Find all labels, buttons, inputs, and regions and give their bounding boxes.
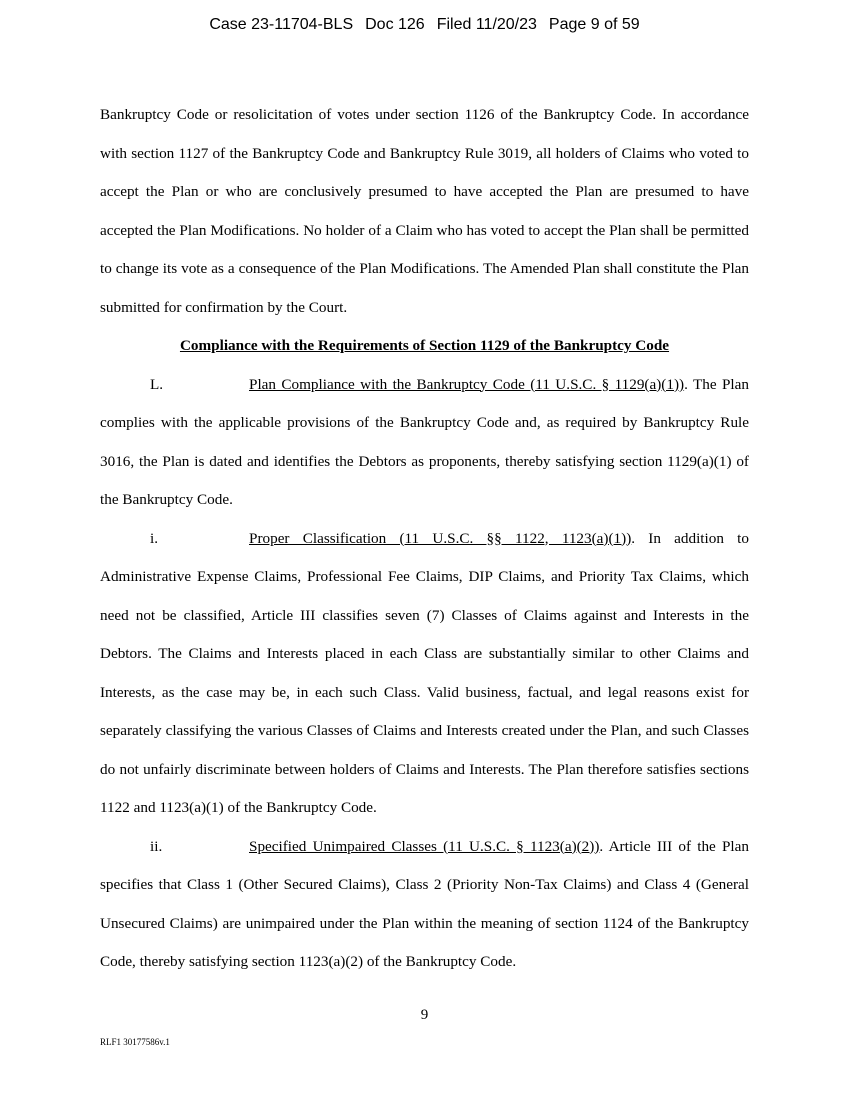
paragraph-number: ii.	[150, 837, 163, 855]
case-number: Case 23-11704-BLS	[209, 16, 354, 33]
document-id: RLF1 30177586v.1	[100, 1037, 170, 1047]
section-heading: Compliance with the Requirements of Section 1129 of the Bankruptcy Code	[179, 337, 670, 354]
paragraph-text: . Article III of the Plan specifies that Class 1 (Other Secured Claims), Class 2 (Priority Non-Tax Claims) and Class 4 (General Unsecured Claims) are unimpaired under the Plan within the meaning of section 1124 of the Bankruptcy Code, thereby satisfying section 1123(a)(2) of the Bankruptcy Code.	[100, 837, 749, 970]
filing-header	[0, 15, 849, 35]
paragraph-ii	[100, 828, 749, 982]
doc-number: Doc 126	[365, 16, 425, 33]
paragraph-title: Proper Classification (11 U.S.C. §§ 1122, 1123(a)(1))	[249, 529, 632, 547]
filed-date: Filed 11/20/23	[436, 16, 537, 33]
paragraph-text: . In addition to Administrative Expense Claims, Professional Fee Claims, DIP Claims, and Priority Tax Claims, which need not be classified, Article III classifies seven (7) Classes of Claims against and Interests in the Debtors. The Claims and Interests placed in each Class are substantially similar to other Claims and Interests, as the case may be, in each such Class. Valid business, factual, and legal reasons exist for separately classifying the various Classes of Claims and Interests created under the Plan, and such Classes do not unfairly discriminate between holders of Claims and Interests. The Plan therefore satisfies sections 1122 and 1123(a)(1) of the Bankruptcy Code.	[100, 529, 749, 816]
paragraph-number: L.	[150, 375, 164, 393]
paragraph-i	[100, 520, 749, 828]
paragraph-title: Specified Unimpaired Classes (11 U.S.C. § 1123(a)(2))	[249, 837, 600, 855]
paragraph-continuation: Bankruptcy Code or resolicitation of votes under section 1126 of the Bankruptcy Code. In accordance with section 1127 of the Bankruptcy Code and Bankruptcy Rule 3019, all holders of Claims who voted to accept the Plan or who are conclusively presumed to have accepted the Plan are presumed to have accepted the Plan Modifications. No holder of a Claim who has voted to accept the Plan shall be permitted to change its vote as a consequence of the Plan Modifications. The Amended Plan shall constitute the Plan submitted for confirmation by the Court.	[100, 106, 749, 316]
paragraph-title: Plan Compliance with the Bankruptcy Code (11 U.S.C. § 1129(a)(1))	[249, 375, 685, 393]
document-body	[100, 96, 749, 982]
page-number: 9	[420, 1007, 429, 1023]
paragraph-text: . The Plan complies with the applicable provisions of the Bankruptcy Code and, as required by Bankruptcy Rule 3016, the Plan is dated and identifies the Debtors as proponents, thereby satisfying section 1129(a)(1) of the Bankruptcy Code.	[100, 375, 749, 508]
page-of-total: Page 9 of 59	[548, 16, 640, 33]
paragraph-L	[100, 366, 749, 520]
paragraph-number: i.	[150, 529, 159, 547]
